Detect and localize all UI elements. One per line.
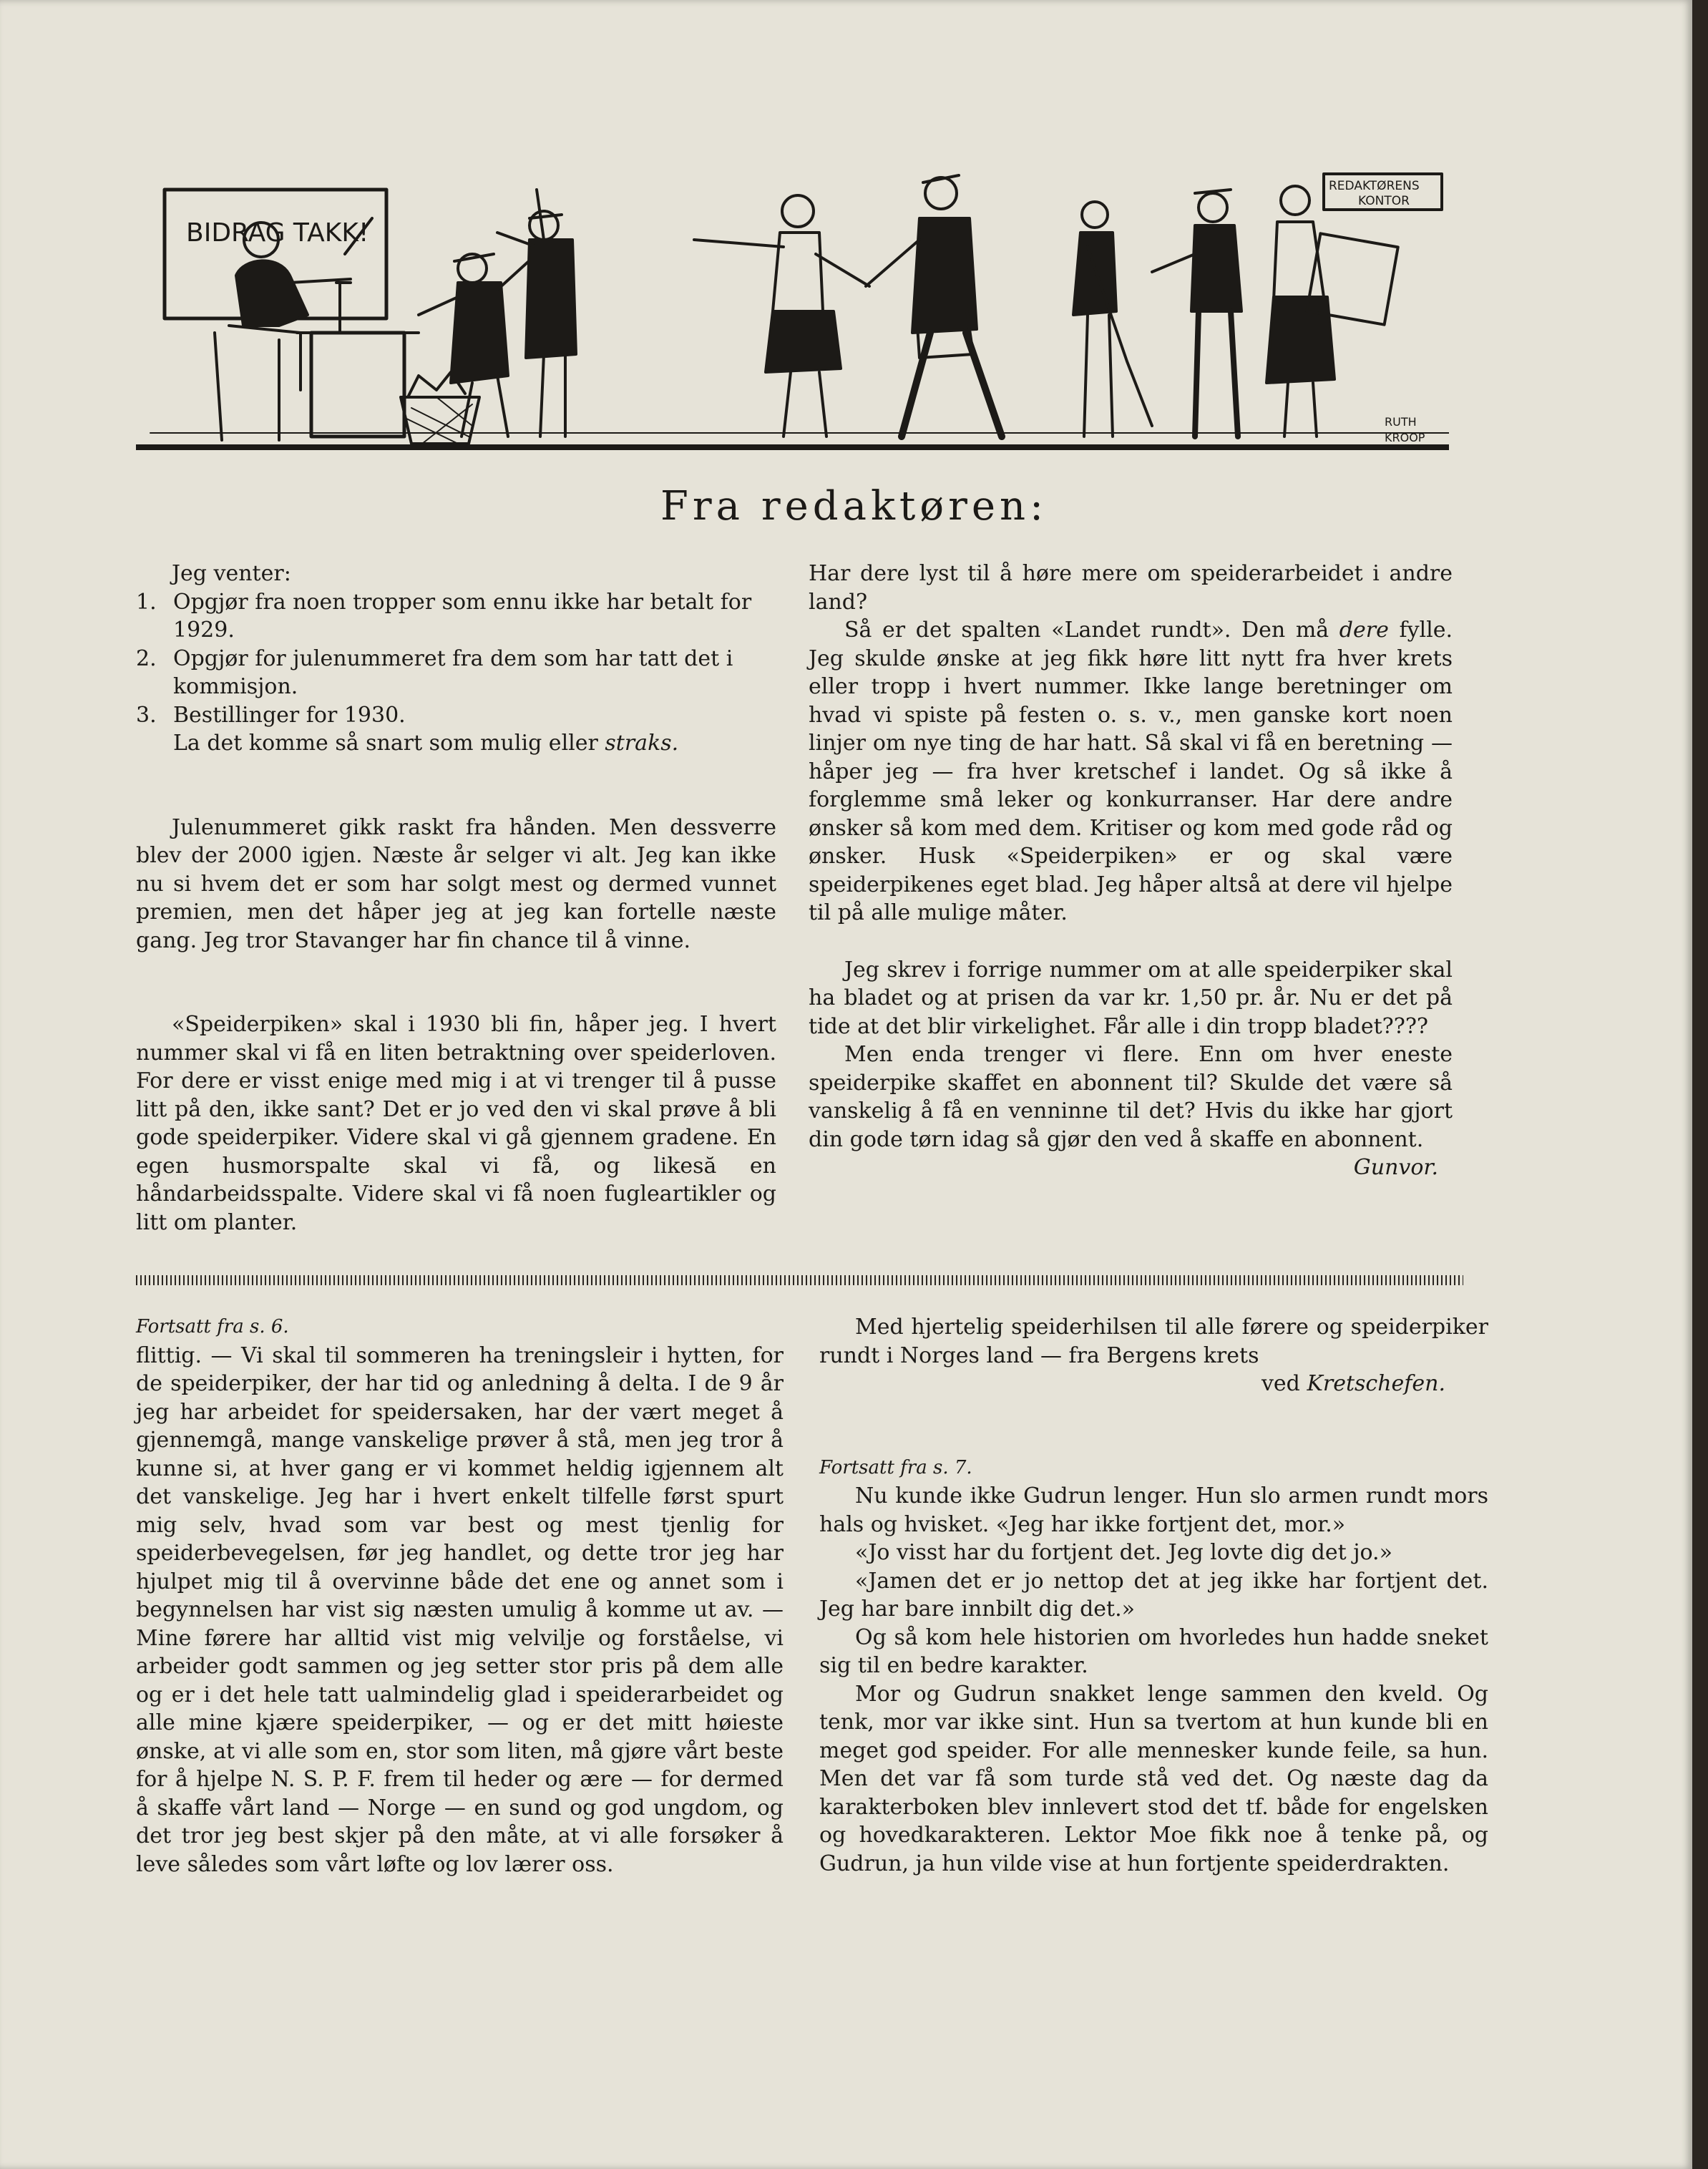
paragraph: «Jamen det er jo nettop det at jeg ikke har fortjent det. Jeg har bare innbilt dig det.» — [819, 1568, 1488, 1622]
header-illustration — [136, 161, 1449, 454]
continued-column-left — [136, 1313, 784, 1878]
paragraph: Men enda trenger vi flere. Enn om hver eneste speiderpike skaffet en abonnent til? Skulde det være så vanskelig å få en venninne til det? Hvis du ikke har gjort din gode tørn idag så gjør den ved å skaffe en abonnent. — [809, 1042, 1453, 1152]
sign-right-text-1: REDAKTØRENS — [1329, 179, 1420, 193]
paragraph: Jeg skrev i forrige nummer om at alle speiderpiker skal ha bladet og at prisen da var kr. 1,50 pr. år. Nu er det på tide at det blir virkelighet. Får alle i din tropp bladet???? — [809, 957, 1453, 1039]
paragraph: flittig. — Vi skal til sommeren ha treningsleir i hytten, for de speiderpiker, der har tid og anledning å delta. I de 9 år jeg har arbeidet for speidersaken, har der vært meget å gjennemgå, mange vanskelige prøver å stå, men jeg tror å kunne si, at hver gang er vi kommet heldig igjennem alt det vanskelige. Jeg har i hvert enkelt tilfelle først spurt mig selv, hvad som var best og mest tjenlig for speiderbevegelsen, før jeg handlet, og dette tror jeg har hjulpet mig til å overvinne både det ene og annet som i begynnelsen har vist sig næsten umulig å komme ut av. — Mine førere har alltid vist mig velvilje og forståelse, vi arbeider godt sammen og jeg setter stor pris på dem alle og er i det hele tatt ualmindelig glad i speiderarbeidet og alle mine kjære speiderpiker, — og er det mitt høieste ønske, at vi alle som en, stor som liten, må gjøre vårt beste for å hjelpe N. S. P. F. frem til heder og ære — for dermed å skaffe vårt land — Norge — en sund og god ungdom, og det tror jeg best skjer på den måte, at vi alle forsøker å leve således som vårt løfte og lov lærer oss. — [136, 1342, 784, 1877]
list-item — [136, 701, 776, 730]
section-divider — [136, 1275, 1463, 1285]
paragraph: Nu kunde ikke Gudrun lenger. Hun slo armen rundt mors hals og hvisket. «Jeg har ikke fortjent det, mor.» — [819, 1483, 1488, 1537]
list-number: 1. — [136, 589, 157, 615]
list-text: Bestillinger for 1930. — [173, 702, 406, 728]
paragraph: Mor og Gudrun snakket lenge sammen den kveld. Og tenk, mor var ikke sint. Hun sa tvertom at hun kunde bli en meget god speider. For alle mennesker kunde feile, sa hun. Men det var få som turde stå ved det. Og næste dag da karakterboken blev innlevert stod det tf. både for engelsken og hovedkarakteren. Lektor Moe fikk noe å tenke på, og Gudrun, ja hun vilde vise at hun fortjente speiderdrakten. — [819, 1681, 1488, 1876]
list-text: Opgjør fra noen tropper som ennu ikke har betalt for 1929. — [173, 589, 752, 643]
editor-column-right — [809, 560, 1453, 1182]
list-closing: La det komme så snart som mulig eller straks. — [173, 731, 679, 756]
list-number: 2. — [136, 645, 157, 671]
paragraph: Julenummeret gikk raskt fra hånden. Men dessverre blev der 2000 igjen. Næste år selger vi alt. Jeg kan ikke nu si hvem det er som har solgt mest og dermed vunnet premien, men det håper jeg at jeg kan fortelle næste gang. Jeg tror Stavanger har fin chance til å vinne. — [136, 814, 776, 953]
paragraph: «Speiderpiken» skal i 1930 bli fin, håper jeg. I hvert nummer skal vi få en liten betraktning over speiderloven. For dere er visst enige med mig i at vi trenger til å pusse litt på den, ikke sant? Det er jo ved den vi skal prøve å bli gode speiderpiker. Videre skal vi gå gjennem gradene. En egen husmorspalte skal vi få, og likesă en håndarbeidsspalte. Videre skal vi få noen fugleartikler og litt om planter. — [136, 1012, 776, 1235]
waiting-list — [136, 588, 776, 730]
list-number: 3. — [136, 702, 157, 728]
paragraph: Har dere lyst til å høre mere om speiderarbeidet i andre land? — [809, 561, 1453, 615]
list-intro: Jeg venter: — [172, 561, 291, 586]
signature: Gunvor. — [1353, 1155, 1438, 1180]
paragraph: «Jo visst har du fortjent det. Jeg lovte dig det jo.» — [855, 1540, 1392, 1565]
greeting-signature: ved Kretschefen. — [1261, 1371, 1445, 1396]
artist-mark-1: RUTH — [1385, 415, 1417, 429]
list-item — [136, 645, 776, 701]
sign-right-text-2: KONTOR — [1358, 194, 1410, 208]
sign-left-text: BIDRAG TAKK! — [186, 218, 369, 248]
page-title: Fra redaktøren: — [660, 483, 1048, 530]
paragraph: Og så kom hele historien om hvorledes hun hadde sneket sig til en bedre karakter. — [819, 1624, 1488, 1678]
greeting: Med hjertelig speiderhilsen til alle førere og speiderpiker rundt i Norges land — fra Bergens krets — [819, 1315, 1488, 1368]
paragraph: Så er det spalten «Landet rundt». Den må dere fylle. Jeg skulde ønske at jeg fikk høre litt nytt fra hver krets eller tropp i hvert nummer. Ikke lange beretninger om hvad vi spiste på festen o. s. v., men ganske kort noen linjer om nye ting de har hatt. Så skal vi få en beretning — håper jeg — fra hver kretschef i landet. Og så ikke å forglemme små leker og konkurranser. Har dere andre ønsker så kom med dem. Kritiser og kom med gode råd og ønsker. Husk «Speiderpiken» er og skal være speiderpikenes eget blad. Jeg håper altså at dere vil hjelpe til på alle mulige måter. — [809, 618, 1453, 925]
list-text: Opgjør for julenummeret fra dem som har tatt det i kommisjon. — [173, 645, 733, 699]
list-item — [136, 588, 776, 645]
continued-from-ref: Fortsatt fra s. 6. — [136, 1316, 289, 1337]
editor-column-left — [136, 560, 776, 1237]
artist-mark-2: KROOP — [1385, 431, 1425, 444]
continued-column-right — [819, 1313, 1488, 1878]
continued-from-ref: Fortsatt fra s. 7. — [819, 1456, 972, 1478]
